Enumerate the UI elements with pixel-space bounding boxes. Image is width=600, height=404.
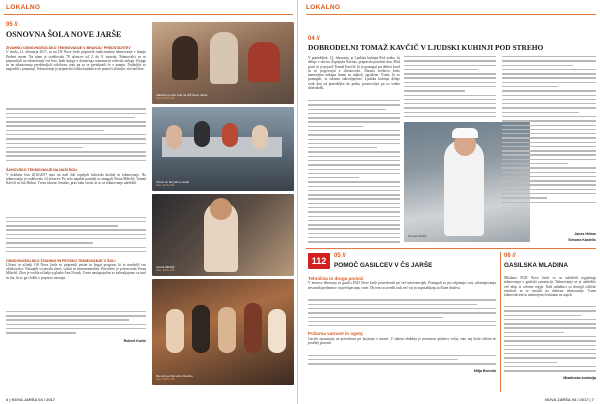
text-lines <box>404 56 496 117</box>
photo <box>152 194 294 276</box>
subhead: ŠAHOVSKO TEKMOVANJE NA NAŠI ŠOLI <box>6 168 78 173</box>
text-lines <box>504 306 596 376</box>
text-lines <box>502 56 596 203</box>
photo-caption: Tomaž Kavčič <box>408 234 427 239</box>
photo <box>152 107 294 191</box>
subhead: Požarna varnost in ogenj <box>308 331 363 337</box>
section-number: 06 // <box>504 253 516 259</box>
emergency-112-logo: 112 <box>308 253 330 269</box>
left-page <box>0 0 298 404</box>
headline: POMOČ GASILCEV V ČS JARŠE <box>334 262 433 269</box>
column-divider <box>500 252 501 392</box>
section-number: 04 // <box>308 36 320 42</box>
page-footer: 6 | NOVA JARŠA 04 / 2017 <box>6 397 55 402</box>
body-text: Mladinci PGD Nove Jarše so se udeležili regijskega tekmovanja v gasilski orientaciji. Tekmovanja se je udeležilo več ekip iz celotne regije. Naši mladinci so dosegli odlične rezultate in se uvrstili na državno tekmovanje. Vsem tekmovalcem in mentorjem čestitamo za uspeh. <box>504 276 596 298</box>
text-lines <box>6 311 146 339</box>
article-column <box>504 276 596 388</box>
headline: GASILSKA MLADINA <box>504 262 569 269</box>
text-lines <box>6 108 146 166</box>
text-lines <box>6 217 146 257</box>
author: Mladinska komisija <box>563 376 596 380</box>
text-lines <box>308 299 496 331</box>
photo-caption: Otroci so bili vidno veseli foto: arhiv OŠ <box>156 179 190 188</box>
section-tag: LOKALNO <box>306 4 341 11</box>
article-column <box>308 56 400 246</box>
photo <box>152 22 294 104</box>
divider <box>306 14 596 15</box>
author: Mitja Breznik <box>473 368 496 373</box>
right-page <box>302 0 600 404</box>
photo <box>152 279 294 385</box>
photo-caption: Na odru je bilo zelo živahno foto: arhiv OŠ <box>156 373 193 382</box>
article-column <box>6 46 146 386</box>
section-tag: LOKALNO <box>6 4 41 11</box>
section-number: 05 // <box>6 22 18 28</box>
body-text: Učenci in učitelji OŠ Nove Jarše so pripravili pester in bogat program, ki je navdušil vse obiskovalce. Nastopili so pevski zbori, solisti in instrumentalisti. Prireditev je povezovala Vesna Mihelič. Zbor je vodila učiteljica glasbe Ana Novak. Vsem nastopajočim se zahvaljujemo za trud in čas, ki so ga vložili v pripravo nastopa. <box>6 262 146 280</box>
body-text: V mesecu februarju so gasilci PGD Nove Jarše posredovali pri več intervencijah. Pomagali so pri odpiranju vrat, odstranjevanju nevarnih predmetov in prečrpavanju vode. Ob tem so izvedli tudi več vaj in usposabljanj za člane društva. <box>308 281 496 290</box>
author: Robert Kušič <box>123 338 146 343</box>
body-text: V sredo, 21. februarja 2017, so na OŠ Nove Jarše pripravili tradicionalno tekmovanje v branju Preberi mene. Na njem je sodelovalo 78 učencev od 2. do 9. razreda. Tekmovalci so se pripravljali na tekmovanje vse leto, brali knjige z domačega seznama in reševali naloge. Knjige so na tekmovanju predstavljali sošolcem, nato pa so se preizkusili še v znanju. Najboljše so nagradili s priznanji. Tekmovanje je pripravila šolska knjižnica ob pomoči učiteljev slovenščine. <box>6 50 146 72</box>
page-footer: NOVA JARŠA 04 / 2017 | 7 <box>545 397 594 402</box>
article-header <box>6 22 146 39</box>
headline: OSNOVNA ŠOLA NOVE JARŠE <box>6 30 122 39</box>
text-lines <box>308 100 400 246</box>
divider <box>306 248 596 249</box>
body-text: Gasilci opozarjajo na previdnost pri kurjenju v naravi. V suhem obdobju je nevarnost požarov večja, zato naj bodo občani še posebej pozorni. <box>308 336 496 346</box>
author: Janez Hribar <box>574 232 596 236</box>
body-text: V šolskem letu 2016/2017 smo na naši šoli izpeljali šahovski krožek in tekmovanje. Na tekmovanju je sodelovalo 24 učencev. Po zelo napetih partijah so zmagali Vesna Mihelič, Tomaž Kavčič in Jan Hribar. Vsem iskrene čestitke, prav tako vsem, ki so se tekmovanja udeležili. <box>6 172 146 186</box>
author: Simona Kastelic <box>568 238 596 242</box>
section-number: 05 // <box>334 253 346 259</box>
divider <box>4 14 293 15</box>
photo-caption: Vesna Mihelič foto: arhiv OŠ <box>156 264 175 273</box>
subhead: OSNOVNOŠOLSKO ŽIVAHNO IN PEVSKO TEKMOVANJE V ŠOLI <box>6 258 116 263</box>
headline: DOBRODELNI TOMAŽ KAVČIČ V LJUDSKI KUHINJI POD STREHO <box>308 43 544 52</box>
body-text: V ponedeljek, 13. februarja, je Ljudska kuhinja Pod streho, ki deluje v okviru Župnijske Karitas, pripravila poseben dan. Med gosti se je pojavil Tomaž Kavčič, ki je pomagal pri delitvi kosil in se pogovarjal z obiskovalci. Zbrana sredstva bodo namenjena nakupu hrane za najbolj ogrožene. Vsem, ki so pomagali, se iskreno zahvaljujemo. Ljudska kuhinja deluje vsak dan od ponedeljka do petka, prostovoljci pa so vedno dobrodošli. <box>308 56 400 91</box>
subhead: ŽIVAHNO OSNOVNOŠOLSKO TEKMOVANJE V BRANJU: PREDSTAVITEV <box>6 46 131 50</box>
subhead: Tehnična in druga pomoč <box>308 276 364 281</box>
article-column <box>502 56 596 246</box>
text-lines <box>308 355 496 369</box>
article-column <box>308 276 496 388</box>
photo-caption: Zabavno je bilo tudi na OŠ Nove Jarše foto: arhiv OŠ <box>156 92 208 101</box>
